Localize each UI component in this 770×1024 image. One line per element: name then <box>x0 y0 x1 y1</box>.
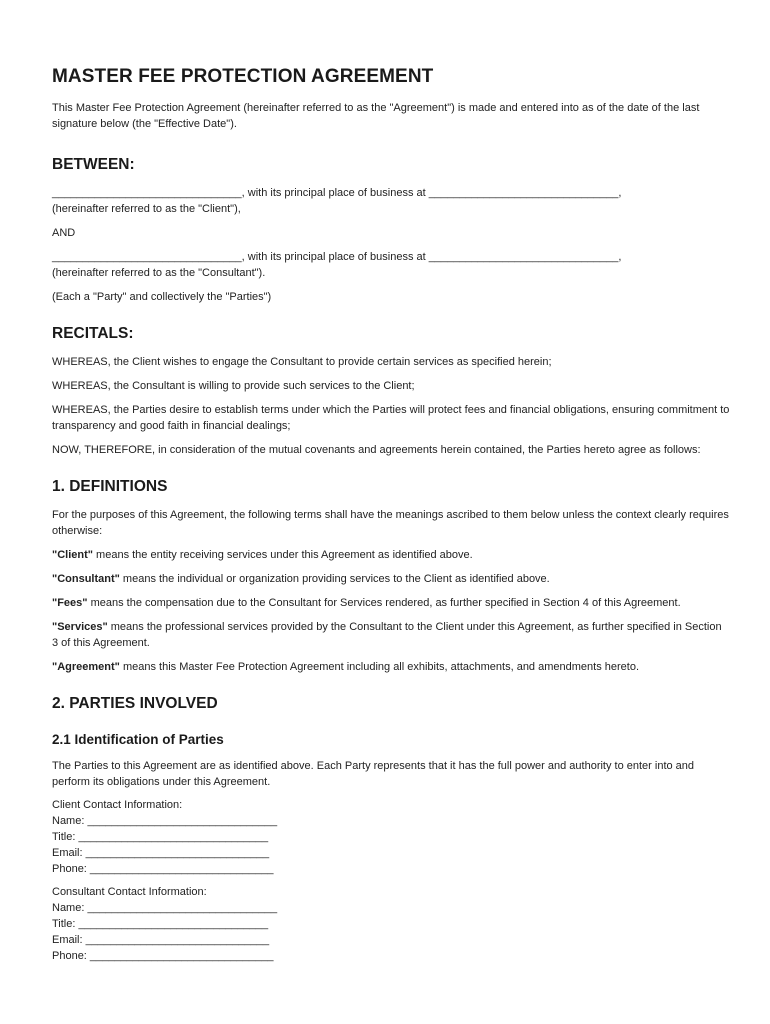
between-heading: BETWEEN: <box>52 156 135 173</box>
definitions-heading: 1. DEFINITIONS <box>52 478 168 495</box>
definition-text: means the individual or organization providing services to the Client as identified above. <box>119 573 550 585</box>
definition-term: "Fees" <box>52 597 88 609</box>
recital-item: WHEREAS, the Parties desire to establish terms under which the Parties will protect fees and financial obligations, ensuring commitment to transparency and good faith in financial dealings; <box>52 404 730 432</box>
and-text: AND <box>52 227 76 239</box>
definition-item <box>52 619 730 651</box>
definition-term: "Client" <box>52 549 93 561</box>
client-phone-field: Phone: ______________________________ <box>52 863 274 875</box>
intro-paragraph: This Master Fee Protection Agreement (hereinafter referred to as the "Agreement") is made and entered into as of the date of the last signature below (the "Effective Date"). <box>52 102 700 130</box>
party1-reference: (hereinafter referred to as the "Client"), <box>52 203 241 215</box>
recital-item: WHEREAS, the Consultant is willing to provide such services to the Client; <box>52 380 415 392</box>
client-contact-block <box>52 797 730 877</box>
recital-item: NOW, THEREFORE, in consideration of the mutual covenants and agreements herein contained, the Parties hereto agree as follows: <box>52 444 701 456</box>
client-title-field: Title: _______________________________ <box>52 831 269 843</box>
party2-line: _______________________________, with its principal place of business at _______________________________, <box>52 251 622 263</box>
definition-item <box>52 595 730 611</box>
consultant-email-field: Email: ______________________________ <box>52 934 270 946</box>
party2-reference: (hereinafter referred to as the "Consultant"). <box>52 267 266 279</box>
parties-paragraph: The Parties to this Agreement are as identified above. Each Party represents that it has the full power and authority to enter into and perform its obligations under this Agreement. <box>52 760 695 788</box>
client-email-field: Email: ______________________________ <box>52 847 270 859</box>
definition-text: means the entity receiving services under this Agreement as identified above. <box>93 549 473 561</box>
identification-subheading: 2.1 Identification of Parties <box>52 732 224 747</box>
definition-item <box>52 571 730 587</box>
client-name-field: Name: _______________________________ <box>52 815 278 827</box>
definition-text: means the compensation due to the Consultant for Services rendered, as further specified in Section 4 of this Agreement. <box>87 597 681 609</box>
party1-line: _______________________________, with its principal place of business at _______________________________, <box>52 187 622 199</box>
recitals-heading: RECITALS: <box>52 325 134 342</box>
definition-term: "Agreement" <box>52 661 120 673</box>
definition-term: "Consultant" <box>52 573 120 585</box>
definition-term: "Services" <box>52 621 108 633</box>
recital-item: WHEREAS, the Client wishes to engage the Consultant to provide certain services as specified herein; <box>52 356 552 368</box>
parties-heading: 2. PARTIES INVOLVED <box>52 695 218 712</box>
consultant-title-field: Title: _______________________________ <box>52 918 269 930</box>
document-title: MASTER FEE PROTECTION AGREEMENT <box>52 66 434 87</box>
consultant-contact-block <box>52 884 730 964</box>
consultant-contact-label: Consultant Contact Information: <box>52 886 207 898</box>
consultant-name-field: Name: _______________________________ <box>52 902 278 914</box>
definition-item <box>52 547 730 563</box>
definition-item <box>52 659 730 675</box>
consultant-phone-field: Phone: ______________________________ <box>52 950 274 962</box>
definition-text: means the professional services provided by the Consultant to the Client under this Agreement, as further specified in Section 3 of this Agreement. <box>52 621 722 649</box>
definition-text: means this Master Fee Protection Agreement including all exhibits, attachments, and amendments hereto. <box>119 661 639 673</box>
client-contact-label: Client Contact Information: <box>52 799 183 811</box>
collective-definition: (Each a "Party" and collectively the "Parties") <box>52 291 272 303</box>
definitions-intro: For the purposes of this Agreement, the following terms shall have the meanings ascribed to them below unless the context clearly requires otherwise: <box>52 509 729 537</box>
